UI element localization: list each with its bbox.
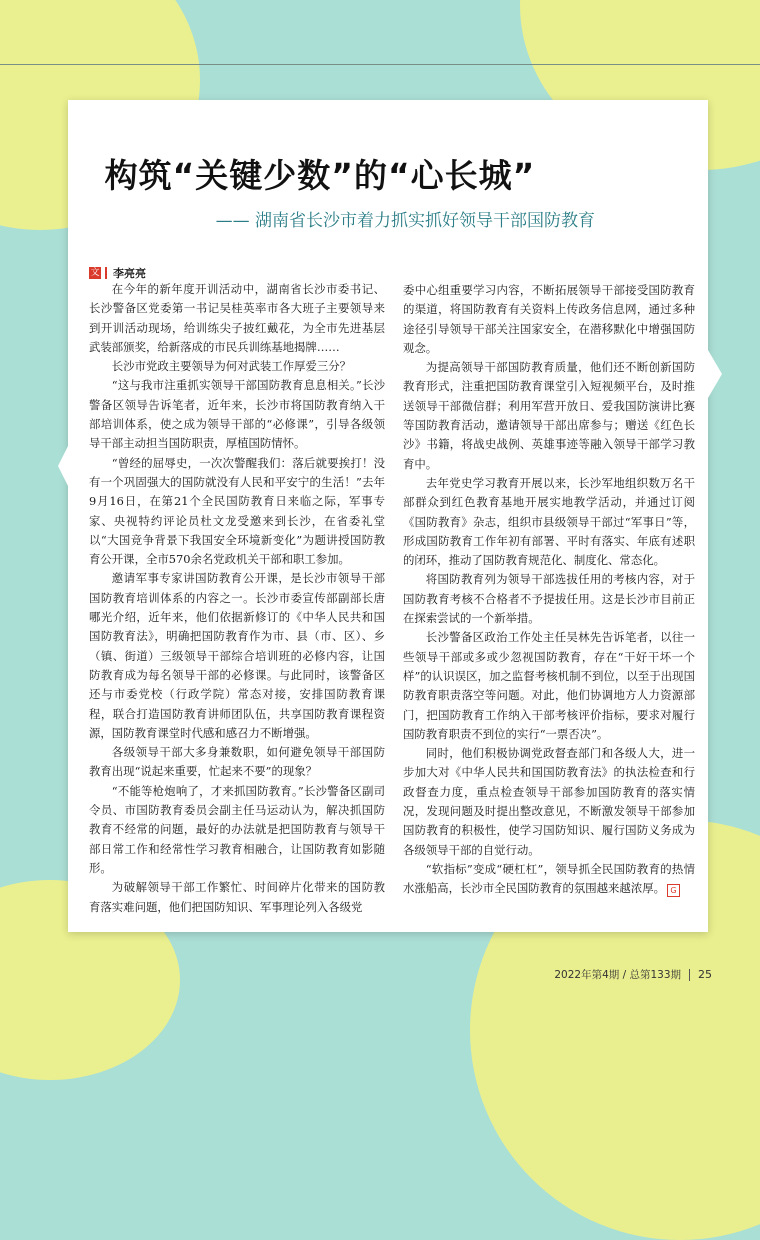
column-left [89,280,385,917]
paragraph: 将国防教育列为领导干部选拔任用的考核内容，对于国防教育考核不合格者不予提拔任用。这是长沙市目前正在探索尝试的一个新举措。 [403,572,695,626]
paragraph: “这与我市注重抓实领导干部国防教育息息相关。”长沙警备区领导告诉笔者，近年来，长沙市将国防教育纳入干部培训体系，使之成为领导干部的“必修课”，引导各级领导干部主动担当国防职责，厚植国防情怀。 [89,378,385,451]
page-footer [554,967,712,982]
closing-text: “软指标”变成“硬杠杠”，领导抓全民国防教育的热情水涨船高，长沙市全民国防教育的氛围越来越浓厚。 [403,861,695,896]
end-mark-icon: G [667,884,680,897]
byline-divider [105,267,107,279]
paragraph: 在今年的新年度开训活动中，湖南省长沙市委书记、长沙警备区党委第一书记吴桂英率市各大班子主要领导来到开训活动现场，给训练尖子披红戴花，为全市先进基层武装部颁奖，给新落成的市民兵训练基地揭牌…… [89,282,385,354]
author-name: 李亮亮 [113,267,146,280]
byline-badge: 文 [90,268,100,278]
paragraph: 长沙市党政主要领导为何对武装工作厚爱三分？ [111,359,352,374]
card-notch-right [708,350,722,398]
article-title: 构筑“关键少数”的“心长城” [104,156,536,195]
paragraph: 邀请军事专家讲国防教育公开课，是长沙市领导干部国防教育培训体系的内容之一。长沙市委宣传部副部长唐哪光介绍，近年来，他们依据新修订的《中华人民共和国国防教育法》，明确把国防教育作为市、县（市、区）、乡（镇、街道）三级领导干部综合培训班的必修内容，让国防教育成为每名领导干部的必修课。与此同时，该警备区还与市委党校（行政学院）常态对接，安排国防教育课程，联合打造国防教育讲师团队伍，共享国防教育课程资源，国防教育课堂时代感和感召力不断增强。 [89,571,385,740]
paragraph: “曾经的屈辱史，一次次警醒我们：落后就要挨打！没有一个巩固强大的国防就没有人民和平安宁的生活！”去年9月16日，在第21个全民国防教育日来临之际，军事专家、央视特约评论员杜文龙受邀来到长沙，在省委礼堂以“大国竞争背景下我国安全环境新变化”为题讲授国防教育公开课，全市570余名党政机关干部和职工参加。 [89,455,385,567]
header-rule [0,64,760,65]
byline [89,266,146,280]
paragraph: 为破解领导干部工作繁忙、时间碎片化带来的国防教育落实难问题，他们把国防知识、军事理论列入各级党 [89,880,385,914]
article-subtitle: —— 湖南省长沙市着力抓实抓好领导干部国防教育 [215,211,595,231]
footer-divider [689,969,690,981]
paragraph: 同时，他们积极协调党政督查部门和各级人大，进一步加大对《中华人民共和国国防教育法》的执法检查和行政督查力度，重点检查领导干部参加国防教育的落实情况，发现问题及时提出整改意见，不断激发领导干部参加国防教育的积极性，使学习国防知识、履行国防义务成为各级领导干部的自觉行动。 [403,746,695,857]
paragraph: 各级领导干部大多身兼数职，如何避免领导干部国防教育出现“说起来重要，忙起来不要”的现象？ [89,745,385,779]
paragraph: 为提高领导干部国防教育质量，他们还不断创新国防教育形式，注重把国防教育课堂引入短视频平台，及时推送领导干部微信群；利用军营开放日、爱我国防演讲比赛等国防教育活动，邀请领导干部出席参与；赠送《红色长沙》书籍，将战史战例、英雄事迹等融入领导干部学习教育中。 [403,360,695,471]
issue-info: 2022年第4期 / 总第133期 [554,969,681,981]
paragraph: 长沙警备区政治工作处主任吴林先告诉笔者，以往一些领导干部或多或少忽视国防教育，存在“干好干坏一个样”的认识误区，加之监督考核机制不到位，以至于出现国防教育职责落空等问题。对此，他们协调地方人力资源部门，把国防教育工作纳入干部考核评价指标，要求对履行国防教育职责不到位的实行“一票否决”。 [403,630,695,741]
column-right [403,281,695,899]
page-number: 25 [698,968,712,981]
paragraph: 去年党史学习教育开展以来，长沙军地组织数万名干部群众到红色教育基地开展实地教学活动，并通过订阅《国防教育》杂志，组织市县级领导干部过“军事日”等，形成国防教育工作年初有部署、平时有落实、年底有述职的闭环，推动了国防教育规范化、制度化、常态化。 [403,475,695,568]
paragraph-continued: 委中心组重要学习内容，不断拓展领导干部接受国防教育的渠道，将国防教育有关资料上传政务信息网，通过多种途径引导领导干部关注国家安全，在潜移默化中增强国防观念。 [403,283,695,355]
paragraph: “不能等枪炮响了，才来抓国防教育。”长沙警备区副司令员、市国防教育委员会副主任马运动认为，解决抓国防教育不经常的问题，最好的办法就是把国防教育与领导干部日常工作和经常性学习教育相融合，让国防教育如影随形。 [89,783,385,875]
card-notch-left [58,442,70,490]
paragraph-last [403,860,695,899]
